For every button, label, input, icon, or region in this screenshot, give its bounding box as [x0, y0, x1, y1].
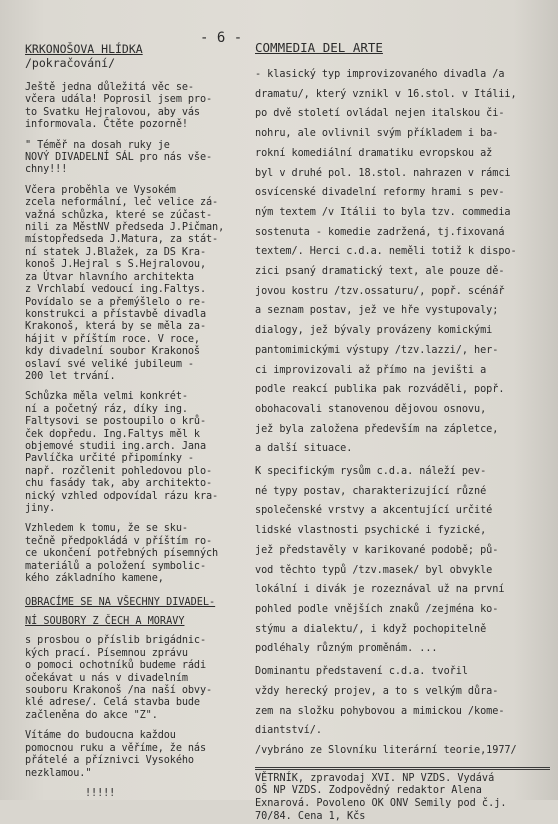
paragraph-definition: - klasický typ improvizovaného divadla /a dramatu/, který vznikl v 16.stol. v Itálii, po dvě století ovládal nejen italskou či- nohru, ale ovlivnil svým příkladem i ba- rokní komediální dramatiku evropskou až byl v druhé pol. 18.stol. nahrazen v rámci osvícenské divadelní reformy hrami s pev- ným textem /v Itálii to byla tzv. commedia sostenuta - komedie zadržená, tj.fixovaná textem/. Herci c.d.a. neměli totiž k dispo- zici psaný dramatický text, ale pouze dě- jovou kostru /tzv.ossaturu/, popř. scénář a seznam postav, jež ve hře vystupovaly; dialogy, jež bývaly provázeny komickými pantomimickými výstupy /tzv.lazzi/, her- ci improvizovali až přímo na jevišti a podle reakcí publika pak rozváděli, popř. obohacovali stanovenou dějovou osnovu, jež byla založena především na zápletce, a další situace.	[255, 69, 517, 455]
paragraph-brigade-request: s prosbou o příslib brigádnic- kých prací. Písemnou zprávu o pomoci ochotníků budeme rádi očekávat u nás v divadelním souboru Krakonoš /na naší obvy- klé adrese/. Celá stavba bude začleněna do akce "Z".	[25, 635, 213, 721]
paragraph-intro: Ještě jedna důležitá věc se- včera udála! Poprosil jsem pro- to Svatku Hejralovou, aby vás informovala. Čtěte pozorně!	[25, 82, 213, 131]
left-header-title: KRKONOŠOVA HLÍDKA	[25, 42, 143, 56]
paragraph-foundation-stone: Vzhledem k tomu, že se sku- tečně předpokládá v příštím ro- ce ukončení potřebných písemných materiálů a položení symbolic- kého základního kamene,	[25, 523, 219, 585]
paragraph-welcome: Vítáme do budoucna každou pomocnou ruku a věříme, že nás přátelé a příznivci Vysokého nezklamou."	[25, 730, 207, 779]
paragraph-new-hall: " Téměř na dosah ruky je NOVÝ DIVADELNÍ SÁL pro nás vše- chny!!!	[25, 139, 213, 176]
left-column-header	[25, 42, 245, 70]
left-column	[25, 42, 245, 808]
paragraph-progress: Schůzka měla velmi konkrét- ní a početný ráz, díky ing. Faltysovi se postoupilo o krů- ček dopředu. Ing.Faltys měl k objemové studii ing.arch. Jana Pavlíčka určité připomínky - např. rozčlenit pohledovou plo- chu fasády tak, aby architekto- nický vzhled odpovídal rázu kra- jiny.	[25, 391, 219, 514]
colophon: VĚTRNÍK, zpravodaj XVI. NP VZDS. Vydává OŠ NP VZDS. Zodpovědný redaktor Alena Exnarová. Povoleno OK ONV Semily pod č.j. 70/84. Cena 1, Kčs	[255, 772, 507, 822]
appeal-heading: OBRACÍME SE NA VŠECHNY DIVADEL- NÍ SOUBORY Z ČECH A MORAVY	[25, 597, 216, 628]
right-column-header: COMMEDIA DEL ARTE	[255, 40, 383, 55]
paragraph-meeting: Včera proběhla ve Vysokém zcela neformální, leč velice zá- važná schůzka, které se zúčast- nili za MěstNV předseda J.Pičman, místopředseda J.Matura, za stát- ní statek J.Blažek, za DS Kra- konoš J.Hejral s S.Hejralovou, za Útvar hlavního architekta z Vrchlabí vedoucí ing.Faltys. Povídalo se a přemýšlelo o re- konstrukci a přístavbě divadla Krakonoš, která by se měla za- hájit v příštím roce. V roce, kdy divadelní soubor Krakonoš oslaví své veliké jubileum - 200 let trvání.	[25, 184, 225, 382]
closing-exclamations: !!!!!	[85, 787, 116, 799]
page-number: - 6 -	[200, 30, 243, 46]
paragraph-dominant: Dominantu představení c.d.a. tvořil vždy herecký projev, a to s velkým důra- zem na složku pohybovou a mimickou /kome- diantství/.	[255, 666, 505, 737]
double-divider	[255, 767, 550, 770]
source-citation: /vybráno ze Slovníku literární teorie,1977/	[255, 744, 517, 756]
left-header-subtitle: /pokračování/	[25, 56, 116, 70]
right-column	[255, 40, 555, 824]
paragraph-character-types: K specifickým rysům c.d.a. náleží pev- né typy postav, charakterizující různé společenské vrstvy a akcentující určité lidské vlastnosti psychické i fyzické, jež představěly v karikované podobě; pů- vod těchto typů /tzv.masek/ byl obvykle lokální i divák je rozeznával už na první pohled podle vnějších znaků /zejména ko- stýmu a dialektu/, i když pochopitelně podléhaly různým proměnám. ...	[255, 466, 505, 655]
